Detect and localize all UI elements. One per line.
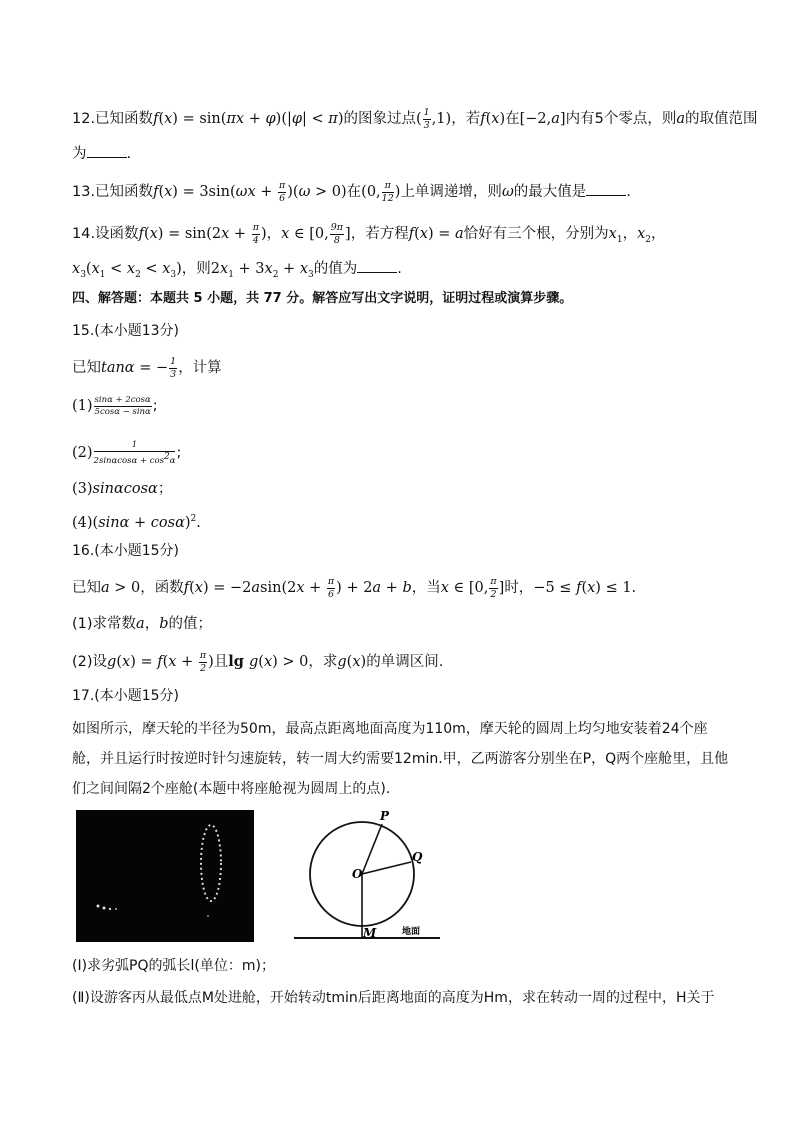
q13-line: 13.已知函数f(x) = 3sin(ωx + $\frac{\pi}{6}$ )(ω > 0)在(0, $\frac{\pi}{12}$ )上单调递增，则ω的最大值是 .	[72, 180, 631, 204]
radius-op	[362, 824, 382, 874]
q17-para-3: 们之间间隔2个座舱(本题中将座舱视为圆周上的点).	[72, 781, 391, 797]
q16-text-f: 的值；	[168, 616, 212, 632]
q12-text-b: 在	[505, 111, 520, 127]
label-p: P	[380, 809, 390, 823]
q13-text-d: .	[626, 184, 631, 200]
q16-part2: (2)设g(x) = f(x + $\frac{\pi}{2}$ )且lg g(x) > 0，求g(x)的单调区间.	[72, 650, 444, 674]
q12-answer-blank	[87, 145, 127, 158]
q16-text-h: 且	[213, 654, 229, 670]
q14-text-d: ，则	[181, 261, 211, 277]
label-ground: 地面	[402, 927, 421, 937]
q13-text-c: 的最大值是	[513, 184, 587, 200]
ferris-wheel-diagram	[290, 806, 450, 946]
q17-sub-2: (Ⅱ)设游客丙从最低点M处进舱，开始转动tmin后距离地面的高度为Hm，求在转动一周的过程中，H关于	[72, 990, 715, 1006]
q15-part4: $(4)(\sin\alpha + \cos\alpha)^2$.	[72, 514, 201, 531]
q12-line1: 12.已知函数f(x) = sin(πx + φ)(|φ| < π)的图象过点( $\frac{1}{3}$ ,1)，若f(x)在[−2,a]内有5个零点，则a的取值范围	[72, 107, 758, 131]
q15-text-b: ，计算	[178, 360, 222, 376]
q14-text-f: .	[397, 261, 402, 277]
q14-text-e: 的值为	[313, 261, 358, 277]
ferris-wheel-photo	[76, 810, 254, 942]
radius-oq	[362, 862, 411, 874]
q16-text-d: 时，	[504, 580, 534, 596]
q14-text-c: 恰好有三个根，分别为	[463, 226, 609, 242]
label-m: M	[363, 926, 377, 940]
q15-part3: (3)sinαcosα；	[72, 481, 173, 497]
q17-para-2: 舱，并且运行时按逆时针匀速旋转，转一周大约需要12min.甲，乙两游客分别坐在P，Q两个座舱里，且他	[72, 751, 729, 767]
q17-sub-1: (Ⅰ)求劣弧PQ的弧长l(单位：m)；	[72, 958, 275, 974]
q17-para-1: 如图所示，摩天轮的半径为50m，最高点距离地面高度为110m，摩天轮的圆周上均匀地安装着24个座	[72, 721, 708, 737]
label-q: Q	[412, 850, 423, 864]
q13-text-b: 上单调递增，则	[400, 184, 502, 200]
q14-line2: $x_3(x_1 < x_2 < x_3)$，则$2x_1 + 3x_2 + x_3$的值为 .	[72, 261, 402, 280]
q14-text-a: 14.设函数	[72, 226, 139, 242]
section4-heading: 四、解答题：本题共 5 小题，共 77 分。解答应写出文字说明，证明过程或演算步骤。	[72, 291, 573, 306]
q12-text-f: .	[126, 146, 132, 162]
q16-text-e: (1)求常数	[72, 616, 137, 632]
q16-text-i: ，求	[308, 654, 338, 670]
q16-text-j: 的单调区间.	[366, 654, 444, 670]
q16-header: 16.(本小题15分)	[72, 543, 180, 559]
q16-text-c: ，当	[411, 580, 441, 596]
q12-text-a: 12.已知函数	[72, 111, 154, 127]
q12-text-d: 的取值范围	[684, 111, 758, 127]
q15-part2: (2) $\frac{1}{2\sin\alpha\cos\alpha + \cos^2\alpha}$ ;	[72, 440, 182, 466]
q15-header: 15.(本小题13分)	[72, 323, 180, 339]
label-o: O	[352, 867, 363, 881]
q15-text-a: 已知	[72, 360, 101, 376]
q16-stem: 已知a > 0，函数f(x) = −2asin(2x + $\frac{\pi}{6}$ ) + 2a + b，当x ∈ [0, $\frac{\pi}{2}$ ]时，−5 ≤ f(x) ≤ 1.	[72, 576, 637, 600]
q17-header: 17.(本小题15分)	[72, 688, 180, 704]
q13-text-a: 13.已知函数	[72, 184, 154, 200]
q14-text-b: ，若方程	[350, 226, 409, 242]
q16-text-b: ，函数	[140, 580, 184, 596]
q15-stem: 已知tanα = − $\frac{1}{3}$ ，计算	[72, 356, 222, 380]
q13-answer-blank	[586, 183, 626, 196]
q16-text-a: 已知	[72, 580, 101, 596]
q12-text-e: 为	[72, 146, 87, 162]
q16-part1: (1)求常数a，b的值；	[72, 616, 212, 632]
q14-line1: 14.设函数f(x) = sin(2x + $\frac{\pi}{4}$ )，x ∈ [0, $\frac{9\pi}{8}$ ]，若方程f(x) = a恰好有三个根，分别为$x_1$，$x_2$，	[72, 222, 666, 246]
q12-text-c: 内有5个零点，则	[565, 111, 677, 127]
q16-text-g: (2)设	[72, 654, 108, 670]
q14-answer-blank	[357, 260, 397, 273]
q12-line2	[72, 144, 131, 164]
q15-part1: (1) $\frac{\sin\alpha + 2\cos\alpha}{5\cos\alpha - \sin\alpha}$ ;	[72, 395, 158, 417]
